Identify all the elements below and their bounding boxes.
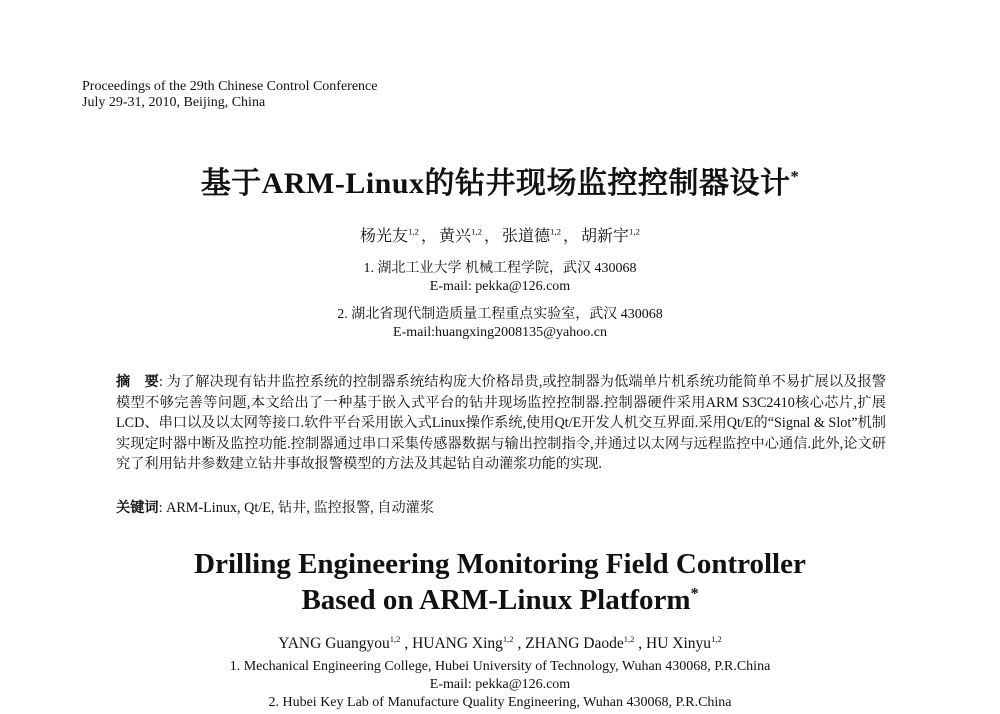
cn-author-sep: ， bbox=[420, 228, 437, 245]
chinese-title bbox=[0, 164, 1000, 204]
cn-author-sup: 1,2 bbox=[629, 226, 641, 237]
chinese-affiliation-2 bbox=[0, 306, 1000, 342]
cn-aff1-email: E-mail: pekka@126.com bbox=[429, 279, 571, 294]
proceedings-header bbox=[82, 79, 377, 111]
cn-author-name: 张道德 bbox=[502, 228, 551, 245]
cn-aff1-text: 1. 湖北工业大学 机械工程学院，武汉 430068 bbox=[363, 261, 637, 276]
cn-author-name: 胡新宇 bbox=[581, 228, 630, 245]
keywords-label: 关键词 bbox=[116, 500, 159, 516]
english-title-line2: Based on ARM-Linux Platform bbox=[301, 584, 691, 616]
cn-author-sup: 1,2 bbox=[407, 226, 419, 237]
english-title-mark: * bbox=[690, 585, 699, 603]
proceedings-name: Proceedings of the 29th Chinese Control Conference bbox=[82, 79, 378, 94]
cn-aff2-text: 2. 湖北省现代制造质量工程重点实验室，武汉 430068 bbox=[337, 307, 663, 322]
en-author-name: ZHANG Daode bbox=[525, 635, 624, 652]
english-title bbox=[0, 546, 1000, 618]
en-author-name: YANG Guangyou bbox=[278, 635, 390, 652]
en-aff2-text: 2. Hubei Key Lab of Manufacture Quality Engineering, Wuhan 430068, P.R.China bbox=[268, 695, 732, 710]
en-aff1-email: E-mail: pekka@126.com bbox=[429, 677, 571, 692]
en-author-sep: , bbox=[513, 635, 526, 652]
en-aff1-text: 1. Mechanical Engineering College, Hubei University of Technology, Wuhan 430068, P.R.China bbox=[229, 659, 771, 674]
en-author-sep: , bbox=[400, 635, 413, 652]
chinese-abstract bbox=[116, 372, 886, 475]
chinese-affiliation-1 bbox=[0, 260, 1000, 296]
cn-author-name: 黄兴 bbox=[438, 228, 471, 245]
en-author-sep: , bbox=[634, 635, 647, 652]
cn-author-sep: ， bbox=[563, 228, 580, 245]
en-author-name: HUANG Xing bbox=[412, 635, 503, 652]
english-affiliations bbox=[0, 658, 1000, 712]
en-author-sup: 1,2 bbox=[502, 633, 514, 644]
abstract-text: : 为了解决现有钻井监控系统的控制器系统结构庞大价格昂贵,或控制器为低端单片机系统功能简单不易扩展以及报警模型不够完善等问题,本文给出了一种基于嵌入式平台的钻井现场监控控制器.控制器硬件采用ARM S3C2410核心芯片,扩展LCD、串口以及以太网等接口.软件平台采用嵌入式Linux操作系统,使用Qt/E开发人机交互界面.采用Qt/E的“Signal & Slot”机制实现定时器中断及监控功能.控制器通过串口采集传感器数据与输出控制指令,并通过以太网与远程监控中心通信.此外,论文研究了利用钻井参数建立钻井事故报警模型的方法及其起钻自动灌浆功能的实现. bbox=[116, 374, 886, 472]
english-authors bbox=[0, 634, 1000, 654]
en-author-name: HU Xinyu bbox=[646, 635, 712, 652]
cn-author-name: 杨光友 bbox=[359, 228, 408, 245]
english-title-line1: Drilling Engineering Monitoring Field Controller bbox=[194, 548, 806, 580]
abstract-label: 摘 要 bbox=[116, 374, 159, 390]
en-author-sup: 1,2 bbox=[711, 633, 722, 644]
cn-author-sup: 1,2 bbox=[470, 226, 482, 237]
chinese-authors bbox=[0, 227, 1000, 247]
english-title-line2-wrap bbox=[0, 582, 1000, 618]
cn-author-sep: ， bbox=[483, 228, 500, 245]
chinese-title-mark: * bbox=[790, 167, 800, 186]
cn-author-sup: 1,2 bbox=[550, 226, 562, 237]
cn-aff2-email: E-mail:huangxing2008135@yahoo.cn bbox=[393, 325, 607, 340]
en-author-sup: 1,2 bbox=[389, 633, 401, 644]
en-author-sup: 1,2 bbox=[623, 633, 635, 644]
chinese-keywords bbox=[116, 498, 434, 518]
keywords-text: : ARM-Linux, Qt/E, 钻井, 监控报警, 自动灌浆 bbox=[158, 500, 435, 516]
proceedings-date: July 29-31, 2010, Beijing, China bbox=[82, 95, 266, 110]
chinese-title-text: 基于ARM-Linux的钻井现场监控控制器设计 bbox=[200, 167, 791, 200]
